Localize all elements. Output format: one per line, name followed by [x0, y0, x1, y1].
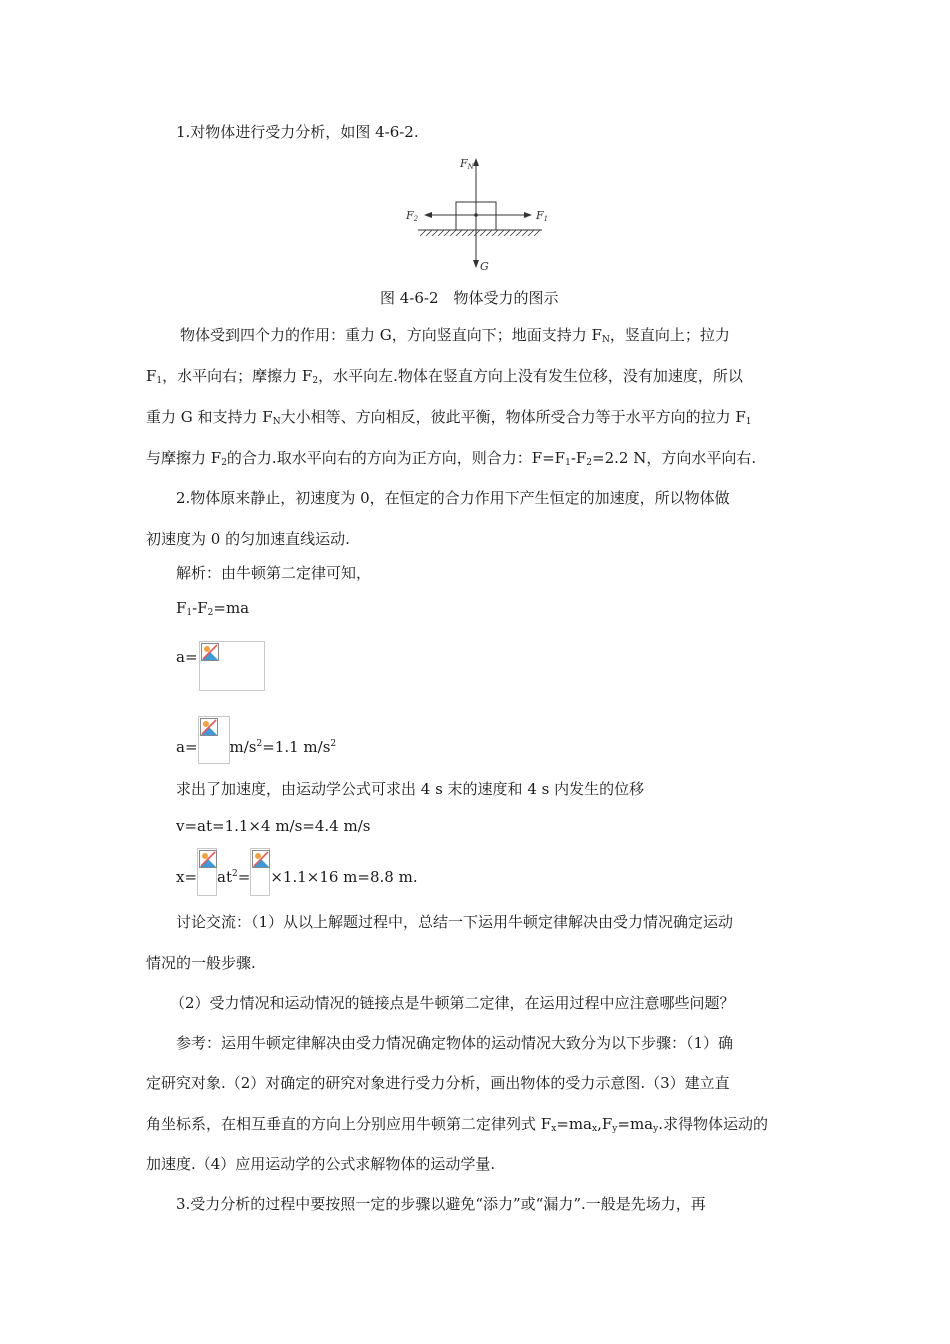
broken-image-icon: [200, 718, 218, 736]
text-line: 求出了加速度，由运动学公式可求出 4 s 末的速度和 4 s 内发生的位移: [176, 780, 645, 798]
broken-image-icon: [199, 850, 217, 868]
text-line: 2.物体原来静止，初速度为 0，在恒定的合力作用下产生恒定的加速度，所以物体做: [176, 489, 730, 507]
text-line: 讨论交流：（1）从以上解题过程中，总结一下运用牛顿定律解决由受力情况确定运动: [176, 913, 734, 931]
text-line: 角坐标系，在相互垂直的方向上分别应用牛顿第二定律列式 $F_x=ma_x,F_y=ma_y$.求得物体运动的: [146, 1115, 768, 1134]
equation: a= $m/s^2=1.1$ $m/s^2$: [176, 716, 336, 764]
text-line: 3.受力分析的过程中要按照一定的步骤以避免“添力”或“漏力”.一般是先场力，再: [176, 1195, 706, 1213]
text-line: $F_1$，水平向右；摩擦力 $F_2$，水平向左.物体在竖直方向上没有发生位移，没有加速度，所以: [146, 367, 743, 386]
f2-arrowhead: [424, 212, 432, 218]
text-line: 重力 G 和支持力 $F_N$大小相等、方向相反，彼此平衡，物体所受合力等于水平方向的拉力 $F_1$: [146, 408, 752, 427]
formula-image: [199, 641, 265, 691]
broken-image-icon: [252, 850, 270, 868]
label-f2: F2: [406, 209, 419, 223]
text-line: 加速度.（4）应用运动学的公式求解物体的运动学量.: [146, 1155, 496, 1173]
g-arrowhead: [473, 260, 479, 268]
fn-arrowhead: [473, 158, 479, 166]
equation: $F_1-F_2=ma$: [176, 599, 250, 618]
figure-caption: 图 4-6-2 物体受力的图示: [380, 289, 559, 307]
formula-image: [197, 848, 217, 896]
text-line: （2）受力情况和运动情况的链接点是牛顿第二定律，在运用过程中应注意哪些问题？: [170, 994, 735, 1012]
text-line: 情况的一般步骤.: [146, 954, 256, 972]
text-line: 1.对物体进行受力分析，如图 4-6-2.: [176, 123, 419, 141]
broken-image-icon: [201, 643, 219, 661]
text-line: 定研究对象.（2）对确定的研究对象进行受力分析，画出物体的受力示意图.（3）建立直: [146, 1074, 730, 1092]
formula-image: [198, 716, 230, 764]
label-g: G: [480, 260, 489, 273]
equation: x= $at^2=$ ×1.1×16 m=8.8 m.: [176, 848, 418, 896]
text-line: 初速度为 0 的匀加速直线运动.: [146, 530, 350, 548]
text-line: 参考：运用牛顿定律解决由受力情况确定物体的运动情况大致分为以下步骤：（1）确: [176, 1034, 734, 1052]
force-diagram: [400, 152, 560, 276]
ground-hatch: [420, 230, 540, 236]
label-fn: FN: [460, 157, 474, 171]
f1-arrowhead: [524, 212, 532, 218]
equation: v=at=1.1×4 m/s=4.4 m/s: [176, 817, 371, 835]
text-line: 与摩擦力 $F_2$的合力.取水平向右的方向为正方向，则合力：$F=F_1-F_2=2.2$ N，方向水平向右.: [146, 449, 757, 468]
label-f1: F1: [536, 209, 549, 223]
text-line: 物体受到四个力的作用：重力 G，方向竖直向下；地面支持力 $F_N$，竖直向上；拉力: [180, 326, 730, 345]
formula-image: [250, 848, 270, 896]
text-line: 解析：由牛顿第二定律可知，: [176, 564, 372, 582]
equation: a=: [176, 641, 265, 691]
